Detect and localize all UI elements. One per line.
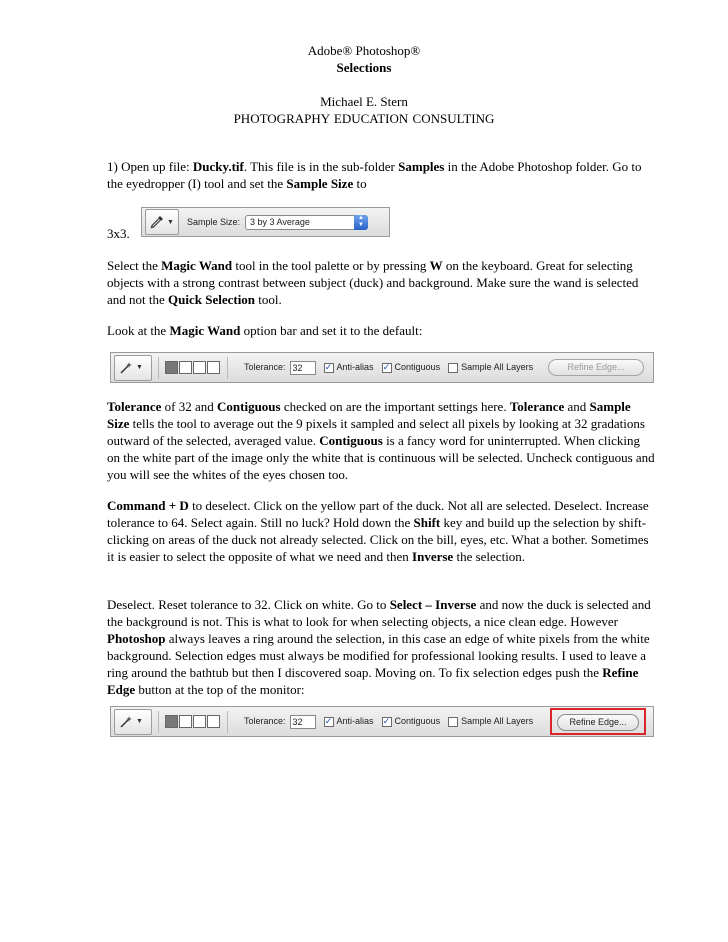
anti-alias-option[interactable] bbox=[324, 713, 374, 730]
text: always leaves a ring around the selection, in this case an edge of white pixels from the white background. Selection edges must always be modified for professional looking results. I used to leave a ring around the bathtub but then I discovered soap. Moving on. To fix selection edges push the bbox=[107, 631, 650, 680]
paragraph-3 bbox=[107, 322, 655, 339]
text: Select the bbox=[107, 258, 162, 273]
bold-text: Command + D bbox=[107, 498, 189, 513]
bold-text: Magic Wand bbox=[161, 258, 233, 273]
doc-org: PHOTOGRAPHY EDUCATION CONSULTING bbox=[233, 111, 495, 126]
sample-all-layers-label: Sample All Layers bbox=[461, 716, 534, 726]
bold-text: Ducky.tif bbox=[192, 159, 244, 174]
sample-all-layers-option[interactable] bbox=[448, 713, 533, 730]
text: button at the top of the monitor: bbox=[135, 682, 305, 697]
bold-text: Shift bbox=[413, 515, 441, 530]
text: tool. bbox=[255, 292, 282, 307]
subtract-from-selection-button[interactable] bbox=[193, 715, 206, 728]
intersect-selection-button[interactable] bbox=[207, 361, 220, 374]
tolerance-label: Tolerance: bbox=[244, 362, 286, 372]
paragraph-1-end: 3x3. bbox=[107, 226, 130, 241]
chevron-down-icon[interactable]: ▼ bbox=[136, 718, 143, 725]
tolerance-input[interactable]: 32 bbox=[290, 715, 316, 729]
text: 1) Open up file: bbox=[107, 159, 193, 174]
bold-text: Inverse bbox=[412, 549, 454, 564]
divider bbox=[158, 357, 159, 379]
intersect-selection-button[interactable] bbox=[207, 715, 220, 728]
text: checked on are the important settings here. bbox=[280, 399, 510, 414]
tolerance-label: Tolerance: bbox=[244, 716, 286, 726]
text: Look at the bbox=[107, 323, 170, 338]
bold-text: Samples bbox=[398, 159, 445, 174]
text: key and build up the selection by shift-clicking on areas of the duck not already selected. Click on the bill, eyes, etc. What a bother. Sometimes it is easier to select the opposite of what we need and then bbox=[107, 515, 649, 564]
contiguous-label: Contiguous bbox=[394, 716, 441, 726]
sample-size-value: 3 by 3 Average bbox=[249, 216, 310, 227]
bold-text: Photoshop bbox=[107, 631, 166, 646]
add-to-selection-button[interactable] bbox=[179, 361, 192, 374]
text: of 32 and bbox=[161, 399, 218, 414]
chevron-down-icon[interactable]: ▼ bbox=[167, 218, 174, 226]
unchecked-box[interactable] bbox=[448, 363, 458, 373]
text: tells the tool to average out the 9 pixels it sampled and select all pixels by looking at 32 gradations outward of the selected, averaged value. bbox=[107, 416, 645, 448]
text: . This file is in the sub-folder bbox=[243, 159, 399, 174]
text: tool in the tool palette or by pressing bbox=[232, 258, 430, 273]
text: on the keyboard. Great for selecting objects with a strong contrast between subject (duck) and background. Make sure the wand is selected and not the bbox=[107, 258, 639, 307]
text: and now the duck is selected and the background is not. This is what to look for when selecting objects, a nice clean edge. However bbox=[107, 597, 651, 629]
magic-wand-options-bar bbox=[110, 352, 654, 383]
paragraph-4 bbox=[107, 398, 655, 483]
bold-text: Contiguous bbox=[319, 433, 383, 448]
doc-author: Michael E. Stern bbox=[320, 94, 408, 109]
contiguous-label: Contiguous bbox=[394, 362, 441, 372]
new-selection-mode-button[interactable] bbox=[165, 715, 178, 728]
text: in the Adobe Photoshop folder. Go to the eyedropper (I) tool and set the bbox=[107, 159, 642, 191]
sample-all-layers-label: Sample All Layers bbox=[461, 362, 534, 372]
bold-text: Quick Selection bbox=[168, 292, 256, 307]
checkmark-icon[interactable]: ✓ bbox=[382, 716, 391, 726]
magic-wand-icon bbox=[119, 361, 133, 375]
magic-wand-icon bbox=[119, 715, 133, 729]
paragraph-1 bbox=[107, 158, 655, 192]
paragraph-6 bbox=[107, 596, 655, 698]
checkmark-icon[interactable]: ✓ bbox=[382, 362, 391, 372]
checkmark-icon[interactable]: ✓ bbox=[324, 716, 333, 726]
contiguous-option[interactable] bbox=[382, 713, 441, 730]
bold-text: Select – Inverse bbox=[389, 597, 477, 612]
chevron-up-down-icon: ▲ ▼ bbox=[354, 215, 368, 230]
chevron-down-icon[interactable]: ▼ bbox=[136, 364, 143, 371]
magic-wand-tool-button[interactable] bbox=[114, 709, 152, 735]
contiguous-option[interactable] bbox=[382, 359, 441, 376]
text: is a fancy word for uninterrupted. When clicking on the white part of the image only the white that is continuous will be selected. Uncheck contiguous and you will see the whites of the eyes chosen too. bbox=[107, 433, 655, 482]
paragraph-2 bbox=[107, 257, 655, 308]
paragraph-5 bbox=[107, 497, 655, 565]
anti-alias-option[interactable] bbox=[324, 359, 374, 376]
refine-edge-button[interactable]: Refine Edge... bbox=[548, 359, 644, 376]
bold-text: W bbox=[429, 258, 443, 273]
text: and bbox=[564, 399, 590, 414]
doc-subtitle: Selections bbox=[336, 60, 392, 75]
text: to deselect. Click on the yellow part of the duck. Not all are selected. Deselect. Increase tolerance to 64. Select again. Still no luck? Hold down the bbox=[107, 498, 649, 530]
bold-text: Tolerance bbox=[107, 399, 162, 414]
refine-edge-button[interactable]: Refine Edge... bbox=[557, 714, 639, 731]
bold-text: Refine Edge bbox=[107, 665, 639, 697]
anti-alias-label: Anti-alias bbox=[336, 716, 374, 726]
text: the selection. bbox=[453, 549, 526, 564]
tolerance-input[interactable]: 32 bbox=[290, 361, 316, 375]
new-selection-mode-button[interactable] bbox=[165, 361, 178, 374]
subtract-from-selection-button[interactable] bbox=[193, 361, 206, 374]
bold-text: Tolerance bbox=[509, 399, 565, 414]
divider bbox=[158, 711, 159, 733]
text: option bar and set it to the default: bbox=[240, 323, 423, 338]
sample-all-layers-option[interactable] bbox=[448, 359, 533, 376]
bold-text: Sample Size bbox=[286, 176, 354, 191]
bold-text: Magic Wand bbox=[169, 323, 241, 338]
magic-wand-tool-button[interactable] bbox=[114, 355, 152, 381]
bold-text: Sample Size bbox=[107, 399, 631, 431]
sample-size-label: Sample Size: bbox=[186, 216, 240, 227]
text: Deselect. Reset tolerance to 32. Click on white. Go to bbox=[107, 597, 390, 612]
checkmark-icon[interactable]: ✓ bbox=[324, 362, 333, 372]
divider bbox=[227, 711, 228, 733]
unchecked-box[interactable] bbox=[448, 717, 458, 727]
add-to-selection-button[interactable] bbox=[179, 715, 192, 728]
divider bbox=[227, 357, 228, 379]
magic-wand-options-bar-highlighted bbox=[110, 706, 654, 737]
bold-text: Contiguous bbox=[217, 399, 281, 414]
anti-alias-label: Anti-alias bbox=[336, 362, 374, 372]
doc-title: Adobe® Photoshop® bbox=[307, 43, 421, 58]
text: to bbox=[353, 176, 367, 191]
